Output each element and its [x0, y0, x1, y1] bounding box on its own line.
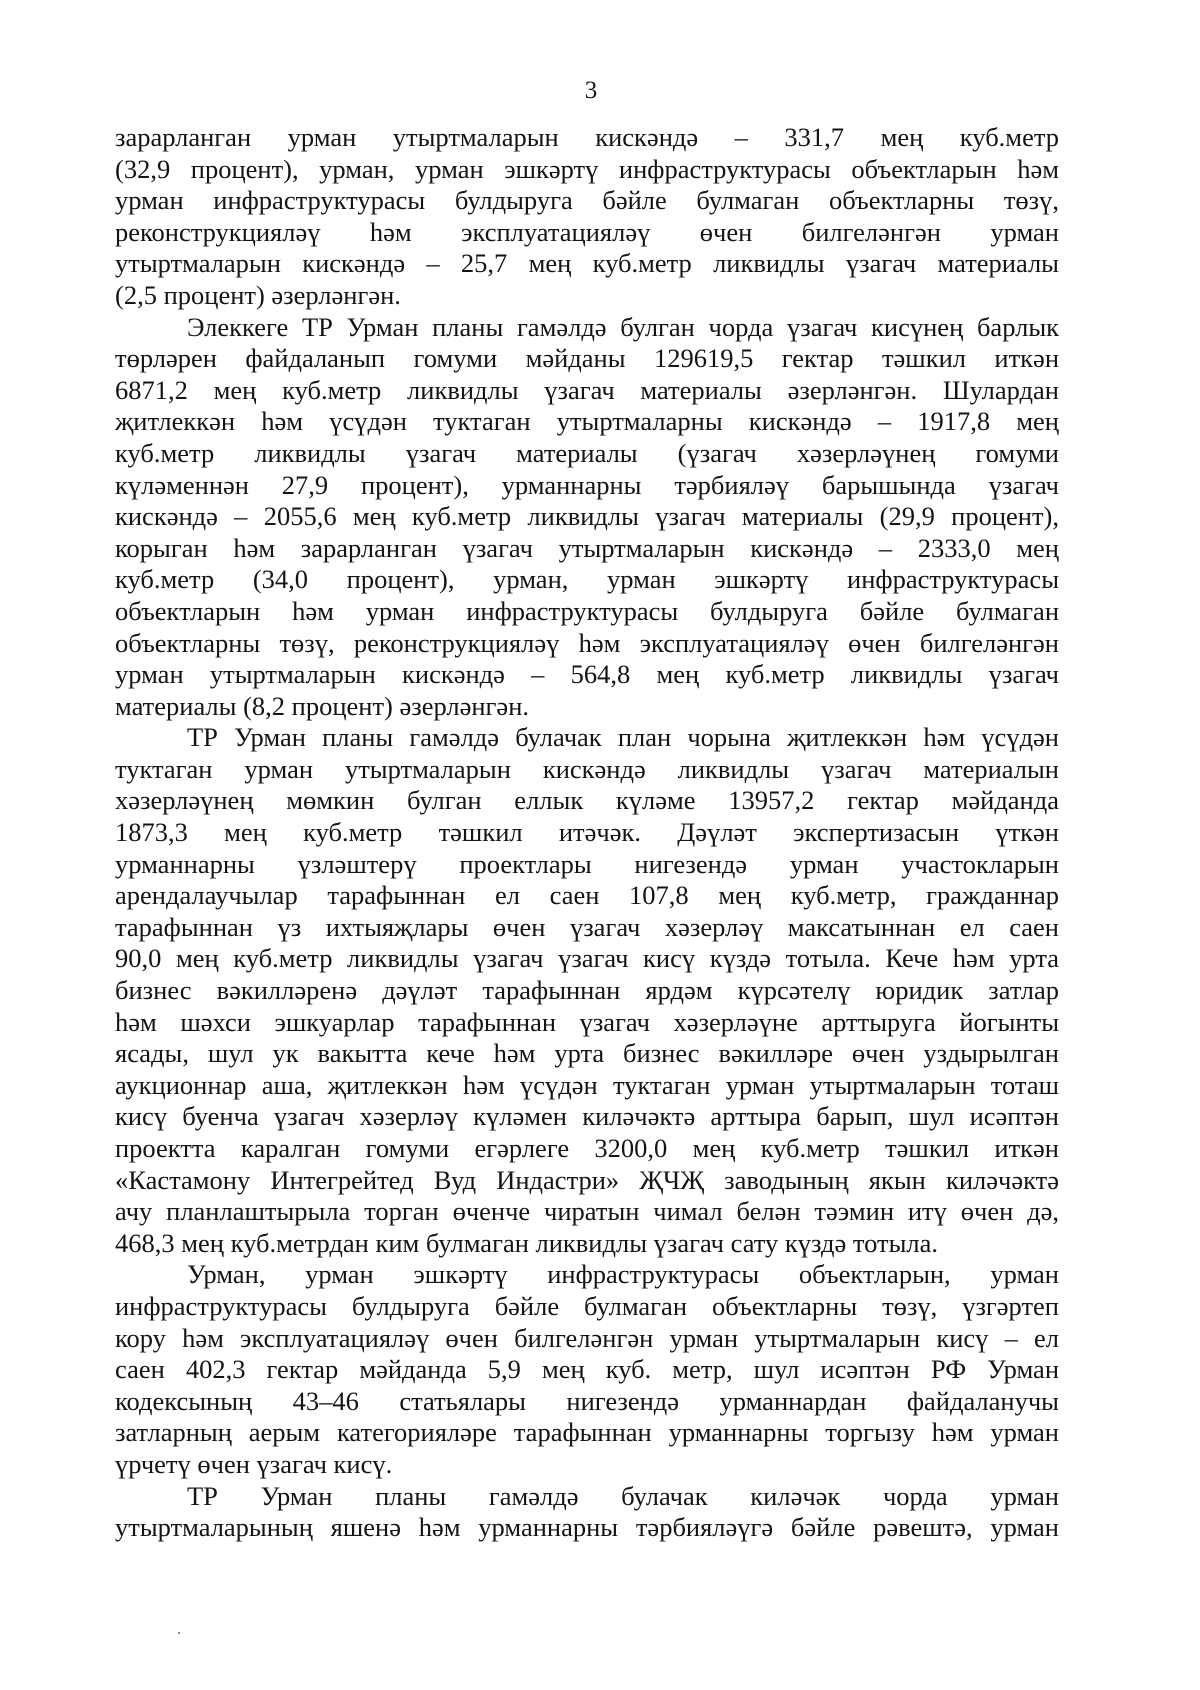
text-line: кору һәм эксплуатацияләү өчен билгеләнгән урман утыртмаларын кисү – ел: [115, 1322, 1059, 1353]
text-line: (2,5 процент) әзерләнгән.: [115, 279, 401, 310]
text-line: 468,3 мең куб.метрдан ким булмаган ликвидлы үзагач сату күздә тотыла.: [115, 1227, 939, 1258]
text-line: тарафыннан үз ихтыяҗлары өчен үзагач хәзерләү максатыннан ел саен: [115, 911, 1059, 942]
text-line: үрчетү өчен үзагач кисү.: [115, 1448, 393, 1479]
paragraph-5: [115, 1481, 1059, 1544]
paragraph-1: [115, 122, 1059, 312]
text-line: бизнес вәкилләренә дәүләт тарафыннан ярдәм күрсәтелү юридик затлар: [115, 975, 1059, 1006]
text-line: Урман, урман эшкәртү инфраструктурасы объектларын, урман: [187, 1259, 1059, 1290]
text-line: кодексының 43–46 статьялары нигезендә урманнардан файдаланучы: [115, 1385, 1059, 1416]
text-line: урман инфраструктурасы булдыруга бәйле булмаган объектларны төзү,: [115, 185, 1059, 216]
text-line: һәм шәхси эшкуарлар тарафыннан үзагач хәзерләүне арттыруга йогынты: [115, 1006, 1059, 1037]
document-body: [115, 122, 1059, 1544]
paragraph-3: [115, 722, 1059, 1259]
text-line: җитлеккән һәм үсүдән туктаган утыртмаларны кискәндә – 1917,8 мең: [115, 406, 1059, 437]
text-line: саен 402,3 гектар мәйданда 5,9 мең куб. метр, шул исәптән РФ Урман: [115, 1354, 1059, 1385]
text-line: арендалаучылар тарафыннан ел саен 107,8 мең куб.метр, гражданнар: [115, 880, 1059, 911]
text-line: ТР Урман планы гамәлдә булачак план чорына җитлеккән һәм үсүдән: [187, 722, 1059, 753]
text-line: «Кастамону Интегрейтед Вуд Индастри» ҖЧҖ заводының якын киләчәктә: [115, 1164, 1059, 1195]
text-line: аукционнар аша, җитлеккән һәм үсүдән туктаган урман утыртмаларын тоташ: [115, 1069, 1059, 1100]
text-line: төрләрен файдаланып гомуми мәйданы 129619,5 гектар тәшкил иткән: [115, 343, 1059, 374]
text-line: (32,9 процент), урман, урман эшкәртү инфраструктурасы объектларын һәм: [115, 153, 1059, 184]
text-line: объектларын һәм урман инфраструктурасы булдыруга бәйле булмаган: [115, 595, 1059, 626]
text-line: материалы (8,2 процент) әзерләнгән.: [115, 690, 529, 721]
text-line: инфраструктурасы булдыруга бәйле булмаган объектларны төзү, үзгәртеп: [115, 1290, 1059, 1321]
text-line: кискәндә – 2055,6 мең куб.метр ликвидлы үзагач материалы (29,9 процент),: [115, 501, 1059, 532]
text-line: ясады, шул ук вакытта кече һәм урта бизнес вәкилләре өчен уздырылган: [115, 1038, 1059, 1069]
text-line: 90,0 мең куб.метр ликвидлы үзагач үзагач кисү күздә тотыла. Кече һәм урта: [115, 943, 1059, 974]
text-line: корыган һәм зарарланган үзагач утыртмаларын кискәндә – 2333,0 мең: [115, 532, 1059, 563]
text-line: реконструкцияләү һәм эксплуатацияләү өчен билгеләнгән урман: [115, 216, 1059, 247]
paragraph-4: [115, 1259, 1059, 1480]
text-line: куб.метр ликвидлы үзагач материалы (үзагач хәзерләүнең гомуми: [115, 437, 1059, 468]
text-line: Элеккеге ТР Урман планы гамәлдә булган чорда үзагач кисүнең барлык: [187, 311, 1059, 342]
text-line: 1873,3 мең куб.метр тәшкил итәчәк. Дәүләт экспертизасын үткән: [115, 817, 1059, 848]
text-line: ТР Урман планы гамәлдә булачак киләчәк чорда урман: [187, 1480, 1059, 1511]
text-line: куб.метр (34,0 процент), урман, урман эшкәртү инфраструктурасы: [115, 564, 1059, 595]
text-line: күләменнән 27,9 процент), урманнарны тәрбияләү барышында үзагач: [115, 469, 1059, 500]
text-line: утыртмаларының яшенә һәм урманнарны тәрбияләүгә бәйле рәвештә, урман: [115, 1512, 1059, 1543]
text-line: урман утыртмаларын кискәндә – 564,8 мең куб.метр ликвидлы үзагач: [115, 659, 1059, 690]
text-line: ачу планлаштырыла торган өченче чиратын чимал белән тәэмин итү өчен дә,: [115, 1196, 1059, 1227]
text-line: кисү буенча үзагач хәзерләү күләмен киләчәктә арттыра барып, шул исәптән: [115, 1101, 1059, 1132]
scan-speck: [178, 1632, 180, 1634]
text-line: урманнарны үзләштерү проектлары нигезендә урман участокларын: [115, 848, 1059, 879]
paragraph-2: [115, 312, 1059, 723]
text-line: 6871,2 мең куб.метр ликвидлы үзагач материалы әзерләнгән. Шулардан: [115, 374, 1059, 405]
text-line: объектларны төзү, реконструкцияләү һәм эксплуатацияләү өчен билгеләнгән: [115, 627, 1059, 658]
page-number: 3: [584, 77, 598, 104]
text-line: туктаган урман утыртмаларын кискәндә ликвидлы үзагач материалын: [115, 753, 1059, 784]
text-line: утыртмаларын кискәндә – 25,7 мең куб.метр ликвидлы үзагач материалы: [115, 248, 1059, 279]
text-line: зарарланган урман утыртмаларын кискәндә – 331,7 мең куб.метр: [115, 122, 1059, 152]
text-line: затларның аерым категорияләре тарафыннан урманнарны торгызу һәм урман: [115, 1417, 1059, 1448]
text-line: проектта каралган гомуми егәрлеге 3200,0 мең куб.метр тәшкил иткән: [115, 1133, 1059, 1163]
text-line: хәзерләүнең мөмкин булган еллык күләме 13957,2 гектар мәйданда: [115, 785, 1059, 816]
